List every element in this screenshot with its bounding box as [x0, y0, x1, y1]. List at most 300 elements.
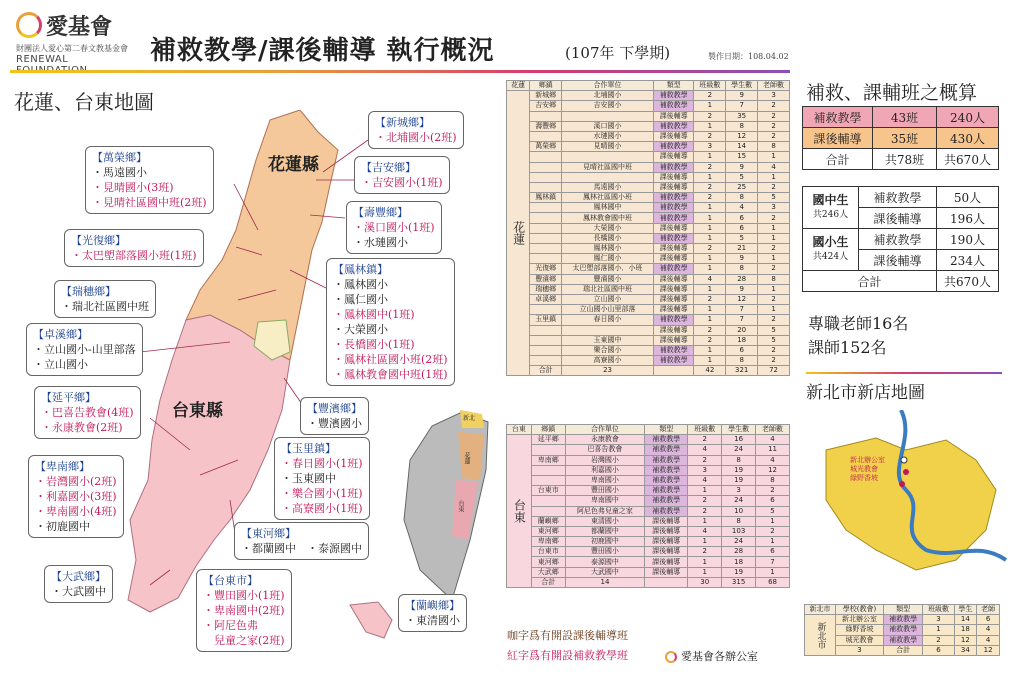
- total-cell: [645, 577, 688, 587]
- table-cell: [562, 152, 654, 162]
- table-cell: 6: [726, 213, 758, 223]
- elementary-sub: 共424人: [812, 251, 849, 262]
- table-cell: 利嘉國小: [565, 465, 645, 475]
- total-row: [507, 366, 790, 376]
- township-box: [34, 386, 141, 439]
- table-cell: 課後輔導: [653, 294, 693, 304]
- table-cell: 2: [688, 435, 722, 445]
- table-cell: 1: [694, 203, 726, 213]
- table-cell: 7: [726, 305, 758, 315]
- table-cell: 補救教學: [645, 435, 688, 445]
- table-cell: 鳳林教會國中班: [562, 213, 654, 223]
- school-entry: ・溪口國小(1班): [353, 221, 435, 234]
- table-cell: 2: [758, 294, 790, 304]
- table-cell: 2: [758, 101, 790, 111]
- township-name: 【延平鄉】: [41, 391, 96, 404]
- table-cell: 19: [722, 567, 756, 577]
- table-cell: 太巴塱部落國小．小班: [562, 264, 654, 274]
- table-cell: 2: [758, 264, 790, 274]
- table-cell: 8: [758, 274, 790, 284]
- table-cell: 豐濱國小: [562, 274, 654, 284]
- table-cell: 6: [756, 547, 790, 557]
- table-cell: [531, 496, 565, 506]
- table-cell: 21: [726, 244, 758, 254]
- summary-afterschool-classes: 35班: [873, 128, 937, 149]
- township-box: [64, 229, 204, 267]
- table-row: [507, 91, 790, 101]
- table-cell: 1: [688, 567, 722, 577]
- table-cell: 補救教學: [653, 203, 693, 213]
- breakdown-total-label: 合計: [803, 271, 937, 292]
- table-cell: 8: [726, 356, 758, 366]
- table-cell: 12: [726, 294, 758, 304]
- table-cell: 課後輔導: [645, 557, 688, 567]
- table-cell: 12: [954, 635, 977, 645]
- pin1-label: 新北辦公室: [850, 456, 885, 464]
- table-cell: 2: [758, 111, 790, 121]
- table-cell: 1: [688, 516, 722, 526]
- total-cell: 3: [836, 645, 884, 655]
- table-cell: 巴喜告教會: [565, 445, 645, 455]
- table-cell: 7: [726, 101, 758, 111]
- table-cell: 長橋國小: [562, 233, 654, 243]
- column-header: 班級數: [923, 605, 954, 615]
- column-header: 學生: [954, 605, 977, 615]
- table-cell: 萬榮鄉: [530, 142, 562, 152]
- school-entry: ・鳳林國小: [333, 278, 388, 291]
- table-row: [507, 557, 790, 567]
- table-cell: 3: [923, 615, 954, 625]
- township-box: [354, 156, 450, 194]
- table-row: [507, 193, 790, 203]
- column-header: 班級數: [688, 425, 722, 435]
- church-pin-icon: [903, 469, 909, 475]
- table-cell: 水璉國小: [562, 131, 654, 141]
- table-cell: 初鹿國中: [565, 537, 645, 547]
- total-cell: 72: [758, 366, 790, 376]
- table-cell: 課後輔導: [645, 526, 688, 536]
- table-cell: [530, 356, 562, 366]
- table-cell: 補救教學: [653, 101, 693, 111]
- table-cell: 1: [758, 172, 790, 182]
- map-title: 花蓮、台東地圖: [14, 90, 154, 114]
- table-cell: 103: [722, 526, 756, 536]
- table-cell: 18: [726, 335, 758, 345]
- school-entry: ・太巴塱部落國小班(1班): [71, 249, 197, 262]
- school-entry: ・立山國小: [33, 358, 88, 371]
- table-cell: 2: [758, 182, 790, 192]
- table-cell: 3: [688, 465, 722, 475]
- table-cell: 1: [694, 172, 726, 182]
- table-cell: 3: [722, 486, 756, 496]
- township-name: 【卑南鄉】: [35, 460, 90, 473]
- table-cell: [530, 254, 562, 264]
- table-cell: 7: [756, 557, 790, 567]
- table-cell: 8: [758, 142, 790, 152]
- table-cell: 6: [977, 615, 1000, 625]
- table-cell: 2: [756, 486, 790, 496]
- legend-red: 紅字爲有開設補救教學班: [507, 649, 628, 662]
- table-cell: 1: [688, 486, 722, 496]
- summary-remedial-people: 240人: [937, 107, 999, 128]
- table-row: [507, 162, 790, 172]
- column-header: 類型: [653, 81, 693, 91]
- region-cell: 台東: [507, 435, 532, 588]
- table-row: [507, 567, 790, 577]
- junior-afterschool-value: 196人: [937, 208, 999, 229]
- table-cell: 補救教學: [653, 121, 693, 131]
- table-cell: 東河鄉: [531, 557, 565, 567]
- table-cell: 1: [694, 223, 726, 233]
- table-row: [507, 345, 790, 355]
- column-header: 類型: [883, 605, 922, 615]
- table-cell: 補救教學: [653, 91, 693, 101]
- table-cell: 玉東國中: [562, 335, 654, 345]
- table-cell: 1: [758, 152, 790, 162]
- table-cell: [530, 203, 562, 213]
- table-cell: 2: [758, 213, 790, 223]
- mini-taitung-label: 台東: [457, 500, 464, 512]
- table-row: [805, 615, 1000, 625]
- table-cell: 5: [726, 233, 758, 243]
- school-entry: ・玉東國中: [281, 472, 336, 485]
- taitung-table: [506, 424, 790, 588]
- table-cell: 2: [694, 91, 726, 101]
- table-cell: 28: [726, 274, 758, 284]
- township-box: [44, 565, 113, 603]
- township-name: 【吉安鄉】: [361, 161, 416, 174]
- table-cell: 2: [758, 345, 790, 355]
- table-cell: [530, 223, 562, 233]
- table-cell: [530, 335, 562, 345]
- table-cell: 2: [694, 244, 726, 254]
- table-cell: 東河鄉: [531, 526, 565, 536]
- table-cell: 1: [923, 625, 954, 635]
- township-box: [54, 280, 156, 318]
- table-cell: 補救教學: [645, 486, 688, 496]
- table-cell: 2: [758, 131, 790, 141]
- mini-hualien-label: 花蓮: [463, 452, 470, 464]
- table-cell: [530, 244, 562, 254]
- elem-remedial: 補救教學: [859, 229, 937, 250]
- table-cell: 課後輔導: [653, 274, 693, 284]
- school-entry: ・豐田國小(1班): [203, 589, 285, 602]
- table-cell: 2: [688, 506, 722, 516]
- table-cell: 鳳林國中: [562, 203, 654, 213]
- table-cell: [530, 111, 562, 121]
- table-cell: 1: [758, 305, 790, 315]
- table-cell: [530, 213, 562, 223]
- table-cell: 1: [694, 345, 726, 355]
- xindian-divider: [806, 372, 1002, 374]
- table-cell: 1: [694, 254, 726, 264]
- table-cell: 補救教學: [653, 345, 693, 355]
- school-entry: ・東清國小: [405, 614, 460, 627]
- total-cell: 12: [977, 645, 1000, 655]
- table-cell: 4: [756, 455, 790, 465]
- table-cell: 1: [694, 121, 726, 131]
- junior-title: 國中生: [812, 192, 849, 207]
- school-entry: ・春日國小(1班): [281, 457, 363, 470]
- elementary-title: 國小生: [812, 234, 849, 249]
- logo-icon: [16, 12, 42, 38]
- table-cell: 泰源國中: [565, 557, 645, 567]
- summary-afterschool-people: 430人: [937, 128, 999, 149]
- table-cell: 9: [726, 162, 758, 172]
- summary-total-classes: 共78班: [873, 149, 937, 170]
- township-box: [300, 397, 369, 435]
- table-cell: 高寮國小: [562, 356, 654, 366]
- table-cell: [531, 475, 565, 485]
- table-row: [507, 315, 790, 325]
- column-header: 班級數: [694, 81, 726, 91]
- table-row: [507, 335, 790, 345]
- summary-total-people: 共670人: [937, 149, 999, 170]
- table-cell: 吉安鄉: [530, 101, 562, 111]
- table-cell: 1: [694, 213, 726, 223]
- table-cell: [562, 111, 654, 121]
- school-entry: ・利嘉國小(3班): [35, 490, 117, 503]
- table-cell: 鳳林鎮: [530, 193, 562, 203]
- column-header: 老師數: [756, 425, 790, 435]
- table-cell: 4: [758, 162, 790, 172]
- table-cell: [562, 172, 654, 182]
- hualien-table: [506, 80, 790, 376]
- table-cell: 24: [722, 496, 756, 506]
- table-cell: 瑞北社區國中班: [562, 284, 654, 294]
- table-cell: 4: [688, 445, 722, 455]
- table-row: [507, 506, 790, 516]
- column-header: 老師數: [758, 81, 790, 91]
- region-header: 花蓮: [507, 81, 530, 91]
- table-cell: 1: [688, 537, 722, 547]
- elem-afterschool-value: 234人: [937, 250, 999, 271]
- total-cell: [653, 366, 693, 376]
- column-header: 合作單位: [565, 425, 645, 435]
- table-cell: 2: [694, 335, 726, 345]
- table-cell: 課後輔導: [653, 223, 693, 233]
- table-row: [507, 294, 790, 304]
- table-cell: 溪口國小: [562, 121, 654, 131]
- table-cell: 5: [758, 325, 790, 335]
- hualien-county-name: 花蓮縣: [268, 155, 319, 175]
- mini-newtaipei-label: 新北: [463, 415, 476, 422]
- elementary-label: [803, 229, 859, 271]
- school-entry: ・高寮國小(1班): [281, 502, 363, 515]
- school-entry: ・巴喜告教會(4班): [41, 406, 134, 419]
- pin2-label: 城光教會: [850, 465, 878, 473]
- table-cell: 都蘭國中: [565, 526, 645, 536]
- township-name: 【台東市】: [203, 574, 258, 587]
- table-cell: 補救教學: [645, 465, 688, 475]
- school-entry: ・吉安國小(1班): [361, 176, 443, 189]
- township-name: 【光復鄉】: [71, 234, 126, 247]
- table-cell: 補救教學: [645, 455, 688, 465]
- table-cell: 8: [726, 193, 758, 203]
- table-cell: 補救教學: [653, 213, 693, 223]
- table-cell: 課後輔導: [653, 152, 693, 162]
- table-cell: 19: [722, 475, 756, 485]
- school-entry: ・初鹿國中: [35, 520, 90, 533]
- xindian-pins: [850, 456, 885, 483]
- table-cell: 1: [758, 254, 790, 264]
- table-cell: 2: [688, 455, 722, 465]
- junior-afterschool: 課後輔導: [859, 208, 937, 229]
- table-row: [507, 131, 790, 141]
- table-cell: 9: [726, 91, 758, 101]
- table-cell: 2: [694, 182, 726, 192]
- table-cell: 瑞穗鄉: [530, 284, 562, 294]
- table-cell: 課後輔導: [653, 172, 693, 182]
- total-cell: 14: [565, 577, 645, 587]
- table-cell: 課後輔導: [645, 547, 688, 557]
- total-row: [507, 577, 790, 587]
- table-cell: 2: [694, 193, 726, 203]
- table-cell: 大榮國小: [562, 223, 654, 233]
- school-entry: ・馬遠國小: [92, 166, 147, 179]
- township-name: 【蘭嶼鄉】: [405, 599, 460, 612]
- elem-remedial-value: 190人: [937, 229, 999, 250]
- school-entry: ・鳳林國中(1班): [333, 308, 415, 321]
- table-cell: 課後輔導: [653, 182, 693, 192]
- total-cell: 合計: [883, 645, 922, 655]
- table-row: [507, 455, 790, 465]
- table-cell: 3: [758, 203, 790, 213]
- table-row: [507, 305, 790, 315]
- breakdown-total-value: 共670人: [937, 271, 999, 292]
- logo-english: RENEWAL: [16, 54, 69, 65]
- township-box: [234, 522, 369, 560]
- table-cell: [531, 506, 565, 516]
- table-cell: 蘭嶼鄉: [531, 516, 565, 526]
- table-cell: 課後輔導: [653, 284, 693, 294]
- school-entry: ・瑞北社區國中班: [61, 300, 149, 313]
- table-cell: 立山國小: [562, 294, 654, 304]
- table-cell: 4: [977, 635, 1000, 645]
- logo-subtitle: 財團法人愛心第二春文教基金會: [16, 44, 128, 53]
- table-cell: 課後輔導: [645, 516, 688, 526]
- junior-remedial-value: 50人: [937, 187, 999, 208]
- header-divider: [10, 70, 790, 73]
- table-cell: 1: [694, 284, 726, 294]
- table-cell: 新北辦公室: [836, 615, 884, 625]
- table-cell: 永康教會: [565, 435, 645, 445]
- column-header: 類型: [645, 425, 688, 435]
- school-entry: 兒童之家(2班): [203, 634, 285, 647]
- table-cell: 鳳林社區國小班: [562, 193, 654, 203]
- table-cell: 卑南鄉: [531, 537, 565, 547]
- total-cell: 34: [954, 645, 977, 655]
- table-cell: 補救教學: [653, 315, 693, 325]
- table-row: [507, 254, 790, 264]
- table-cell: [530, 345, 562, 355]
- township-name: 【卓溪鄉】: [33, 328, 88, 341]
- column-header: 學校(教會): [836, 605, 884, 615]
- column-header: 學生數: [726, 81, 758, 91]
- table-row: [507, 547, 790, 557]
- school-entry: ・立山國小-山里部落: [33, 343, 136, 356]
- table-cell: 豐田國小: [565, 547, 645, 557]
- table-cell: 台東市: [531, 547, 565, 557]
- table-cell: 2: [694, 325, 726, 335]
- teacher-counts: [808, 312, 908, 360]
- table-cell: 光復鄉: [530, 264, 562, 274]
- table-row: [507, 516, 790, 526]
- table-cell: 課後輔導: [653, 254, 693, 264]
- column-header: 老師: [977, 605, 1000, 615]
- table-row: [507, 182, 790, 192]
- table-cell: 課後輔導: [653, 305, 693, 315]
- township-name: 【東河鄉】: [241, 527, 296, 540]
- township-box: [26, 323, 143, 376]
- junior-label: [803, 187, 859, 229]
- table-cell: 2: [758, 244, 790, 254]
- table-cell: 12: [726, 131, 758, 141]
- total-cell: 合計: [531, 577, 565, 587]
- lanyu-island-shape: [350, 602, 392, 638]
- table-cell: 19: [722, 465, 756, 475]
- table-cell: 吉安國小: [562, 101, 654, 111]
- total-cell: 68: [756, 577, 790, 587]
- township-name: 【玉里鎮】: [281, 442, 336, 455]
- table-cell: 2: [694, 131, 726, 141]
- table-row: [507, 223, 790, 233]
- table-cell: 4: [756, 435, 790, 445]
- table-row: [507, 475, 790, 485]
- table-cell: 18: [954, 625, 977, 635]
- column-header: 鄉鎮: [531, 425, 565, 435]
- table-row: [507, 172, 790, 182]
- table-cell: 4: [977, 625, 1000, 635]
- office-logo-icon: [665, 651, 677, 663]
- table-cell: 課後輔導: [653, 111, 693, 121]
- table-cell: 1: [694, 152, 726, 162]
- total-cell: 321: [726, 366, 758, 376]
- table-cell: 補救教學: [883, 615, 922, 625]
- table-cell: 8: [722, 516, 756, 526]
- table-cell: 見晴國小: [562, 142, 654, 152]
- table-cell: 補救教學: [653, 162, 693, 172]
- table-cell: 豐濱鄉: [530, 274, 562, 284]
- table-row: [507, 111, 790, 121]
- page-title: 補救教學/課後輔導 執行概況: [150, 36, 495, 66]
- school-entry: ・鳳林教會國中班(1班): [333, 368, 448, 381]
- table-cell: 2: [758, 356, 790, 366]
- total-cell: 42: [694, 366, 726, 376]
- region-cell: 新北市: [805, 615, 836, 656]
- table-cell: [530, 152, 562, 162]
- table-cell: 1: [694, 264, 726, 274]
- table-row: [507, 486, 790, 496]
- school-entry: ・鳳林社區國小班(2班): [333, 353, 448, 366]
- table-cell: 1: [694, 305, 726, 315]
- table-cell: 1: [756, 537, 790, 547]
- school-entry: ・永康教會(2班): [41, 421, 123, 434]
- table-cell: 卑南鄉: [531, 455, 565, 465]
- table-cell: 春日國小: [562, 315, 654, 325]
- summary-title: 補救、課輔班之概算: [806, 82, 978, 104]
- legend-brown: 咖字爲有開設課後輔導班: [507, 629, 628, 642]
- table-row: [507, 101, 790, 111]
- table-cell: 12: [756, 465, 790, 475]
- class-teachers: 課師152名: [808, 338, 887, 357]
- table-row: [507, 121, 790, 131]
- table-cell: 1: [758, 233, 790, 243]
- table-cell: 5: [726, 172, 758, 182]
- table-row: [507, 496, 790, 506]
- table-cell: 3: [694, 142, 726, 152]
- pin3-label: 綠野香坡: [850, 474, 878, 482]
